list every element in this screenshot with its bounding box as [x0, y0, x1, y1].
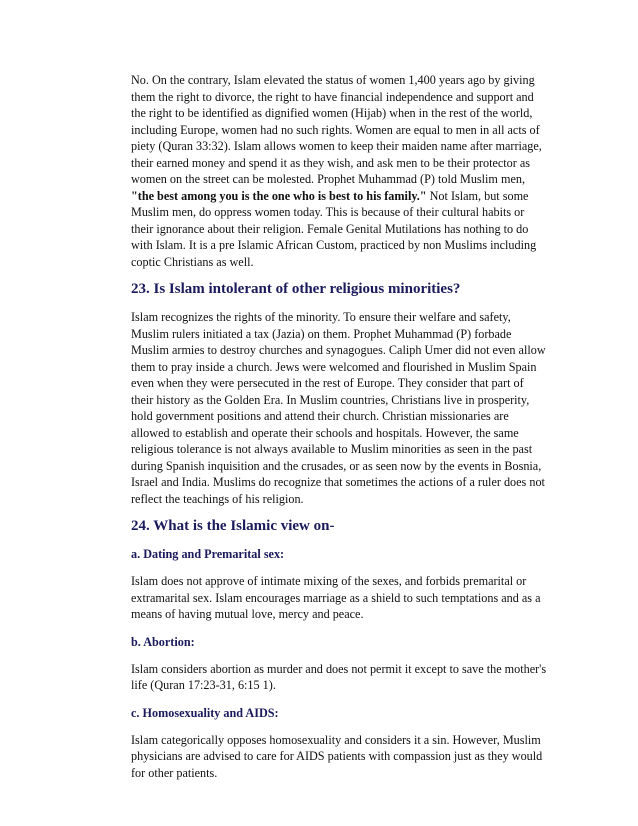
hadith-quote: "the best among you is the one who is best to his family." [131, 188, 427, 203]
question-23-answer: Islam recognizes the rights of the minority. To ensure their welfare and safety, Muslim rulers initiated a tax (Jazia) on them. Prophet Muhammad (P) forbade Muslim armies to destroy churches and synagogues. Caliph Umer did not even allow them to pray inside a church. Jews were welcomed and flourished in Muslim Spain even when they were persecuted in the rest of Europe. They consider that part of their history as the Golden Era. In Muslim countries, Christians live in prosperity, hold government positions and attend their church. Christian missionaries are allowed to establish and operate their schools and hospitals. However, the same religious tolerance is not always available to Muslim minorities as seen in the past during Spanish inquisition and the crusades, or as seen now by the events in Bosnia, Israel and India. Muslims do recognize that sometimes the actions of a ruler does not reflect the teachings of his religion. [131, 310, 546, 506]
intro-text-end: Not Islam, but some Muslim men, do oppress women today. This is because of their cultural habits or their ignorance about their religion. Female Genital Mutilations has nothing to do with Islam. It is a pre Islamic African Custom, practiced by non Muslims including coptic Christians as well. [131, 188, 537, 269]
subsection-a-body: Islam does not approve of intimate mixing of the sexes, and forbids premarital or extramarital sex. Islam encourages marriage as a shield to such temptations and as a means of having mutual love, mercy and peace. [131, 574, 541, 621]
question-23-heading: 23. Is Islam intolerant of other religious minorities? [131, 281, 461, 297]
subsection-c-body: Islam categorically opposes homosexuality and considers it a sin. However, Muslim physicians are advised to care for AIDS patients with compassion just as they would for other patients. [131, 732, 543, 780]
intro-text-start: No. On the contrary, Islam elevated the status of women 1,400 years ago by giving them the right to divorce, the right to have financial independence and support and the right to be identified as dignified women (Hijab) when in the rest of the world, including Europe, women had no such rights. Women are equal to men in all acts of piety (Quran 33:32). Islam allows women to keep their maiden name after marriage, their earned money and spend it as they wish, and ask men to be their protector as women on the street can be molested. Prophet Muhammad (P) told Muslim men, [131, 73, 542, 186]
document-page [131, 72, 549, 781]
subsection-b-body: Islam considers abortion as murder and does not permit it except to save the mother's life (Quran 17:23-31, 6:15 1). [131, 661, 547, 692]
intro-paragraph [131, 72, 549, 270]
question-24-heading: 24. What is the Islamic view on- [131, 518, 335, 534]
subsection-a-heading: a. Dating and Premarital sex: [131, 547, 285, 561]
subsection-c-heading: c. Homosexuality and AIDS: [131, 705, 279, 720]
subsection-b-heading: b. Abortion: [131, 634, 195, 649]
